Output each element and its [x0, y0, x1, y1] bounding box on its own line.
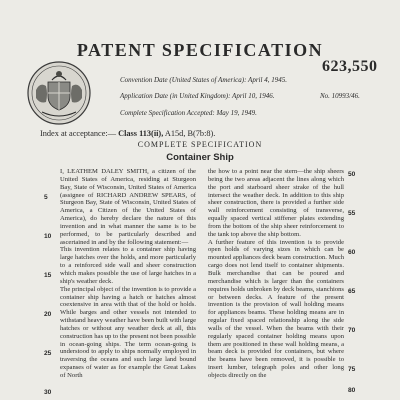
index-rest: A15d, B(7b:8). — [163, 129, 216, 138]
line-number: 15 — [44, 272, 52, 279]
line-number: 10 — [44, 233, 52, 240]
royal-coat-of-arms-seal — [26, 60, 92, 126]
line-number: 50 — [348, 171, 356, 178]
index-prefix: Index at acceptance:— — [40, 129, 117, 138]
line-number: 75 — [348, 366, 356, 373]
specification-heading: Container Ship — [166, 152, 234, 163]
convention-date: Convention Date (United States of America): April 4, 1945. — [120, 76, 287, 84]
line-number: 55 — [348, 210, 356, 217]
line-number: 70 — [348, 327, 356, 334]
patent-number: 623,550 — [322, 58, 378, 75]
line-number: 20 — [44, 311, 52, 318]
line-number: 60 — [348, 249, 356, 256]
document-title: PATENT SPECIFICATION — [76, 40, 324, 60]
index-class: Class 113(ii), — [118, 129, 164, 138]
line-number: 5 — [44, 194, 48, 201]
line-number: 80 — [348, 387, 356, 394]
application-date: Application Date (in United Kingdom): April 10, 1946. — [120, 92, 275, 100]
complete-specification-label: COMPLETE SPECIFICATION — [137, 140, 263, 149]
body-left-column: I, LEATHEM DALEY SMITH, a citizen of the United States of America, residing at Sturgeon Bay, State of Wisconsin, United States of America (assignee of RICHARD ANDREW SPEARS, of Sturgeon Bay, State of Wisconsin, United States of America, a Citizen of the United States of America), do hereby declare the nature of this invention and in what manner the same is to be performed, to be particularly described and ascertained in and by the following statement:— This invention relates to a container ship having large hatches over the holds, and more particularly to a reinforced side wall and sheer construction which makes possible the use of large hatches in a ship's weather deck. The principal object of the invention is to provide a container ship having a hatch or hatches almost coextensive in area with that of the hold or holds. While barges and other vessels not intended to withstand heavy weather have been built with large hatches or without any weather deck at all, this construction has up to the present not been possible in ocean-going ships. The term ocean-going is understood to apply to ships normally employed in traversing the oceans and such large land bound expanses of water as for example the Great Lakes of North — [60, 168, 196, 379]
body-right-column: the how to a point near the stern—the ship sheers being the two areas adjacent the lines along which the port and starboard sheer strake of the hull intersect the weather deck. In addition to this ship sheer construction, there is provided a further side wall reinforcement consisting of transverse, equally spaced vertical stiffener plates extending from the bottom of the ship sheer reinforcement to the tank top above the ship bottom. A further feature of this invention is to provide open holds of varying sizes in which can be mounted appliances deck beam construction. Much cargo does not lend itself to container shipments. Bulk merchandise that can be poured and merchandise which is larger than the containers requires holds unbroken by deck beams, stanchions or between decks. A feature of the present invention is the provision of wall holding means for appliances beams. These holding means are in regular fixed spaced relationship along the side walls of the vessel. When the beams with their regularly spaced container holding means upon them are positioned in these wall holding means, a beam deck is provided for containers, but where the beams have been removed, it is possible to insert lumber, telegraph poles and other long objects directly on the — [208, 168, 344, 379]
index-at-acceptance — [40, 129, 215, 138]
line-number: 65 — [348, 288, 356, 295]
line-number: 25 — [44, 350, 52, 357]
complete-accepted-date: Complete Specification Accepted: May 19, 1949. — [120, 109, 257, 117]
line-number: 30 — [44, 389, 52, 396]
application-number: No. 10993/46. — [320, 92, 360, 100]
